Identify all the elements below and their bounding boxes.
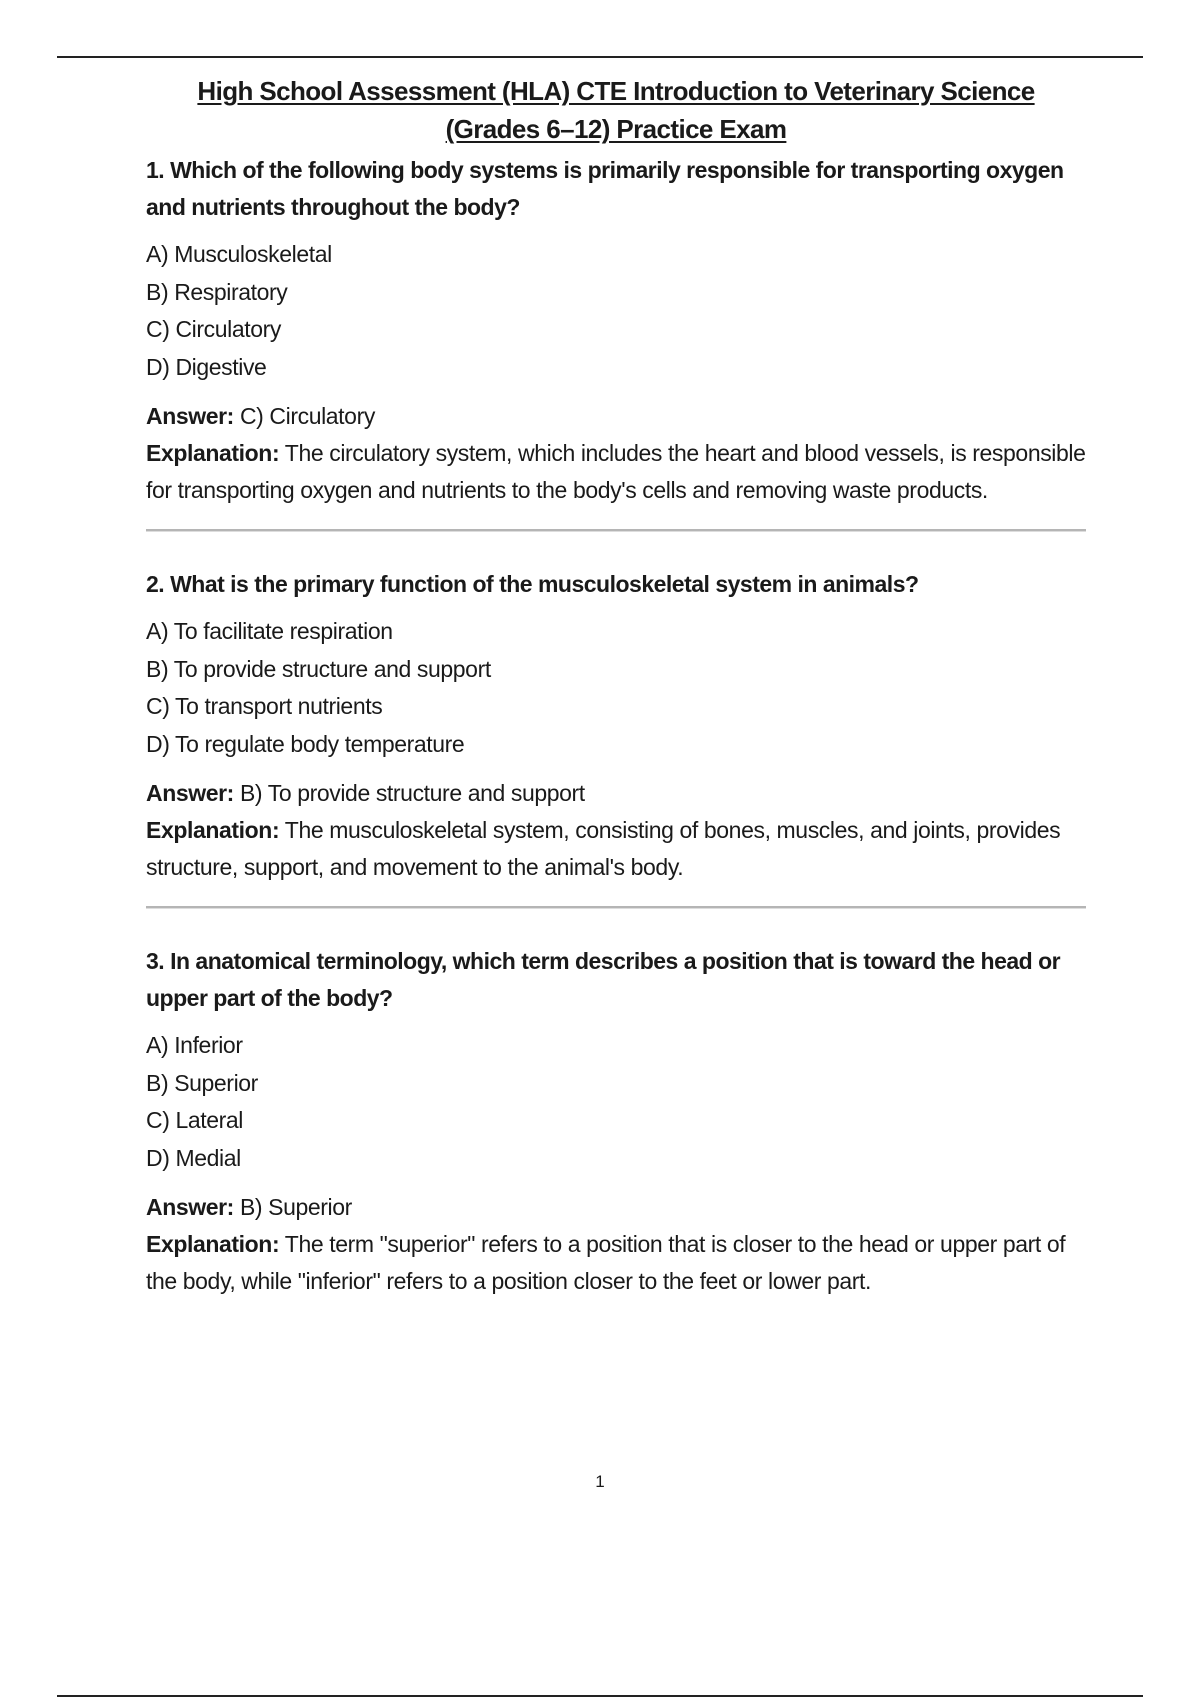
option-a: A) To facilitate respiration: [146, 618, 393, 644]
question-text: 2. What is the primary function of the musculoskeletal system in animals?: [146, 571, 919, 597]
answer-value: C) Circulatory: [239, 403, 375, 429]
bottom-rule: [57, 1695, 1143, 1697]
option-c: C) To transport nutrients: [146, 693, 383, 719]
option-list: [146, 613, 1086, 763]
option-a: A) Inferior: [146, 1032, 243, 1058]
title-line-2: (Grades 6–12) Practice Exam: [445, 114, 787, 144]
question-separator: [146, 529, 1086, 532]
explanation-line: [146, 435, 1086, 509]
answer-label: Answer:: [146, 780, 234, 806]
option-list: [146, 236, 1086, 386]
explanation-line: [146, 1226, 1086, 1300]
document-page: [146, 72, 1086, 1300]
answer-line: [146, 398, 1086, 435]
top-rule: [57, 56, 1143, 58]
explanation-text: The musculoskeletal system, consisting of bones, muscles, and joints, provides structure, support, and movement to the animal's body.: [146, 817, 1061, 880]
option-a: A) Musculoskeletal: [146, 241, 332, 267]
explanation-text: The circulatory system, which includes the heart and blood vessels, is responsible for transporting oxygen and nutrients to the body's cells and removing waste products.: [146, 440, 1086, 503]
option-b: B) To provide structure and support: [146, 655, 491, 682]
title-line-1: High School Assessment (HLA) CTE Introduction to Veterinary Science: [197, 76, 1035, 106]
document-title: [146, 72, 1086, 148]
question-text: 1. Which of the following body systems is primarily responsible for transporting oxygen and nutrients throughout the body?: [146, 157, 1064, 220]
page-number: 1: [595, 1472, 605, 1491]
option-c: C) Lateral: [146, 1107, 243, 1133]
explanation-label: Explanation:: [146, 1231, 280, 1257]
option-b: B) Respiratory: [146, 278, 288, 305]
option-b: B) Superior: [146, 1069, 258, 1096]
explanation-line: [146, 812, 1086, 886]
answer-label: Answer:: [146, 403, 234, 429]
option-list: [146, 1027, 1086, 1177]
answer-value: B) To provide structure and support: [239, 780, 585, 806]
option-d: D) Digestive: [146, 353, 267, 380]
answer-line: [146, 1189, 1086, 1226]
question-2: [146, 566, 1086, 886]
explanation-label: Explanation:: [146, 817, 280, 843]
option-d: D) To regulate body temperature: [146, 730, 465, 757]
question-text: 3. In anatomical terminology, which term describes a position that is toward the head or upper part of the body?: [146, 948, 1061, 1011]
answer-line: [146, 775, 1086, 812]
question-1: [146, 152, 1086, 509]
option-c: C) Circulatory: [146, 316, 281, 342]
option-d: D) Medial: [146, 1144, 241, 1171]
question-3: [146, 943, 1086, 1300]
explanation-label: Explanation:: [146, 440, 280, 466]
answer-value: B) Superior: [239, 1194, 352, 1220]
question-separator: [146, 906, 1086, 909]
explanation-text: The term "superior" refers to a position that is closer to the head or upper part of the body, while "inferior" refers to a position closer to the feet or lower part.: [146, 1231, 1066, 1294]
answer-label: Answer:: [146, 1194, 234, 1220]
